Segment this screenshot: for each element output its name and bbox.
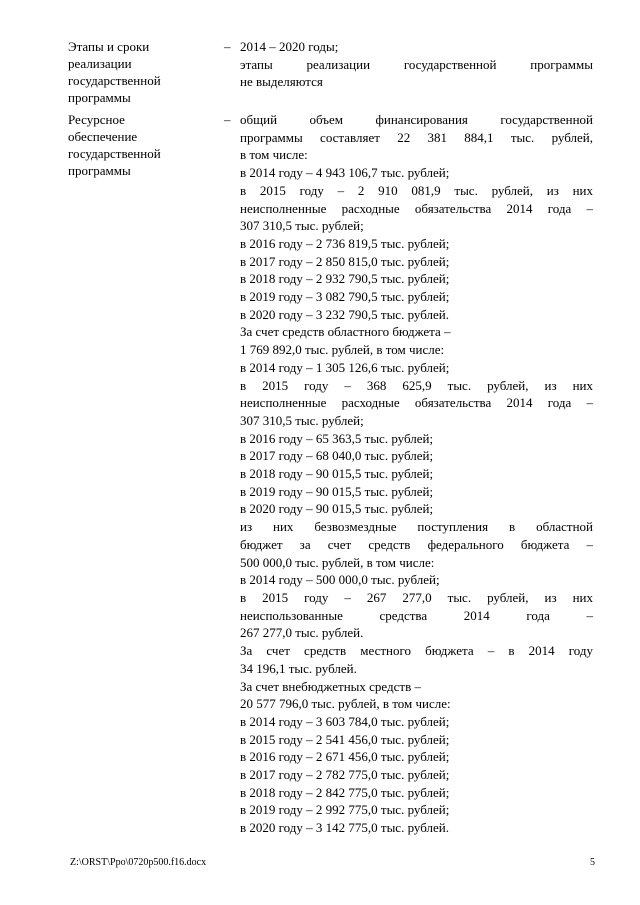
content-line: в 2018 году – 2 932 790,5 тыс. рублей; (240, 271, 450, 287)
content-line: неиспользованные средства 2014 года – (240, 607, 593, 623)
content-line: не выделяются (240, 74, 323, 90)
content-line: в 2020 году – 90 015,5 тыс. рублей; (240, 501, 434, 517)
content-line: в 2019 году – 90 015,5 тыс. рублей; (240, 483, 434, 499)
content-line: в 2017 году – 2 850 815,0 тыс. рублей; (240, 253, 450, 269)
content-line: в 2015 году – 2 910 081,9 тыс. рублей, из них (240, 182, 593, 198)
label-line: Этапы и сроки (68, 39, 150, 54)
content-line: в 2016 году – 65 363,5 тыс. рублей; (240, 430, 434, 446)
label-line: программы (68, 163, 131, 178)
content-line: неисполненные расходные обязательства 2014 года – (240, 395, 593, 411)
footer-page-number: 5 (590, 857, 595, 868)
content-line: За счет средств областного бюджета – (240, 324, 451, 340)
footer-file-path: Z:\ORST\Ppo\0720p500.f16.docx (70, 857, 207, 868)
content-line: в 2020 году – 3 142 775,0 тыс. рублей. (240, 820, 449, 836)
content-line: в 2015 году – 267 277,0 тыс. рублей, из них (240, 589, 593, 605)
label-line: программы (68, 90, 131, 105)
content-line: в 2014 году – 1 305 126,6 тыс. рублей; (240, 359, 450, 375)
content-line: За счет внебюджетных средств – (240, 678, 421, 694)
stages-dash: – (224, 39, 231, 54)
content-line: в 2014 году – 500 000,0 тыс. рублей; (240, 572, 440, 588)
content-line: в 2018 году – 90 015,5 тыс. рублей; (240, 466, 434, 482)
content-line: в 2020 году – 3 232 790,5 тыс. рублей. (240, 306, 449, 322)
content-line: 500 000,0 тыс. рублей, в том числе: (240, 554, 435, 570)
content-line: в 2014 году – 4 943 106,7 тыс. рублей; (240, 165, 450, 181)
label-line: государственной (68, 73, 161, 88)
content-line: в 2017 году – 2 782 775,0 тыс. рублей; (240, 767, 450, 783)
content-line: в 2015 году – 368 625,9 тыс. рублей, из них (240, 377, 593, 393)
content-line: За счет средств местного бюджета – в 2014 году (240, 643, 593, 659)
content-line: программы составляет 22 381 884,1 тыс. рублей, (240, 129, 593, 145)
stages-content (240, 38, 593, 91)
content-line: в 2014 году – 3 603 784,0 тыс. рублей; (240, 713, 450, 729)
label-line: Ресурсное (68, 112, 125, 127)
content-line: 307 310,5 тыс. рублей; (240, 412, 364, 428)
content-line: в 2016 году – 2 736 819,5 тыс. рублей; (240, 235, 450, 251)
content-line: общий объем финансирования государственной (240, 112, 593, 127)
content-line: 2014 – 2020 годы; (240, 39, 339, 54)
stages-label (68, 38, 208, 106)
content-line: этапы реализации государственной программы (240, 56, 593, 72)
content-line: в 2017 году – 68 040,0 тыс. рублей; (240, 448, 434, 464)
label-line: обеспечение (68, 129, 138, 144)
content-line: 34 196,1 тыс. рублей. (240, 660, 357, 676)
content-line: 307 310,5 тыс. рублей; (240, 218, 364, 234)
content-line: 1 769 892,0 тыс. рублей, в том числе: (240, 342, 445, 358)
label-line: реализации (68, 56, 132, 71)
content-line: в 2019 году – 3 082 790,5 тыс. рублей; (240, 289, 450, 305)
resources-label (68, 111, 208, 179)
content-line: в 2019 году – 2 992 775,0 тыс. рублей; (240, 802, 450, 818)
resources-content (240, 111, 593, 837)
content-line: из них безвозмездные поступления в областной (240, 519, 593, 535)
label-line: государственной (68, 146, 161, 161)
resources-dash: – (224, 112, 231, 127)
content-line: неисполненные расходные обязательства 2014 года – (240, 200, 593, 216)
content-line: 20 577 796,0 тыс. рублей, в том числе: (240, 696, 451, 712)
content-line: в 2018 году – 2 842 775,0 тыс. рублей; (240, 784, 450, 800)
content-line: 267 277,0 тыс. рублей. (240, 625, 364, 641)
content-line: бюджет за счет средств федерального бюджета – (240, 536, 593, 552)
content-line: в 2016 году – 2 671 456,0 тыс. рублей; (240, 749, 450, 765)
content-line: в том числе: (240, 147, 308, 163)
content-line: в 2015 году – 2 541 456,0 тыс. рублей; (240, 731, 450, 747)
